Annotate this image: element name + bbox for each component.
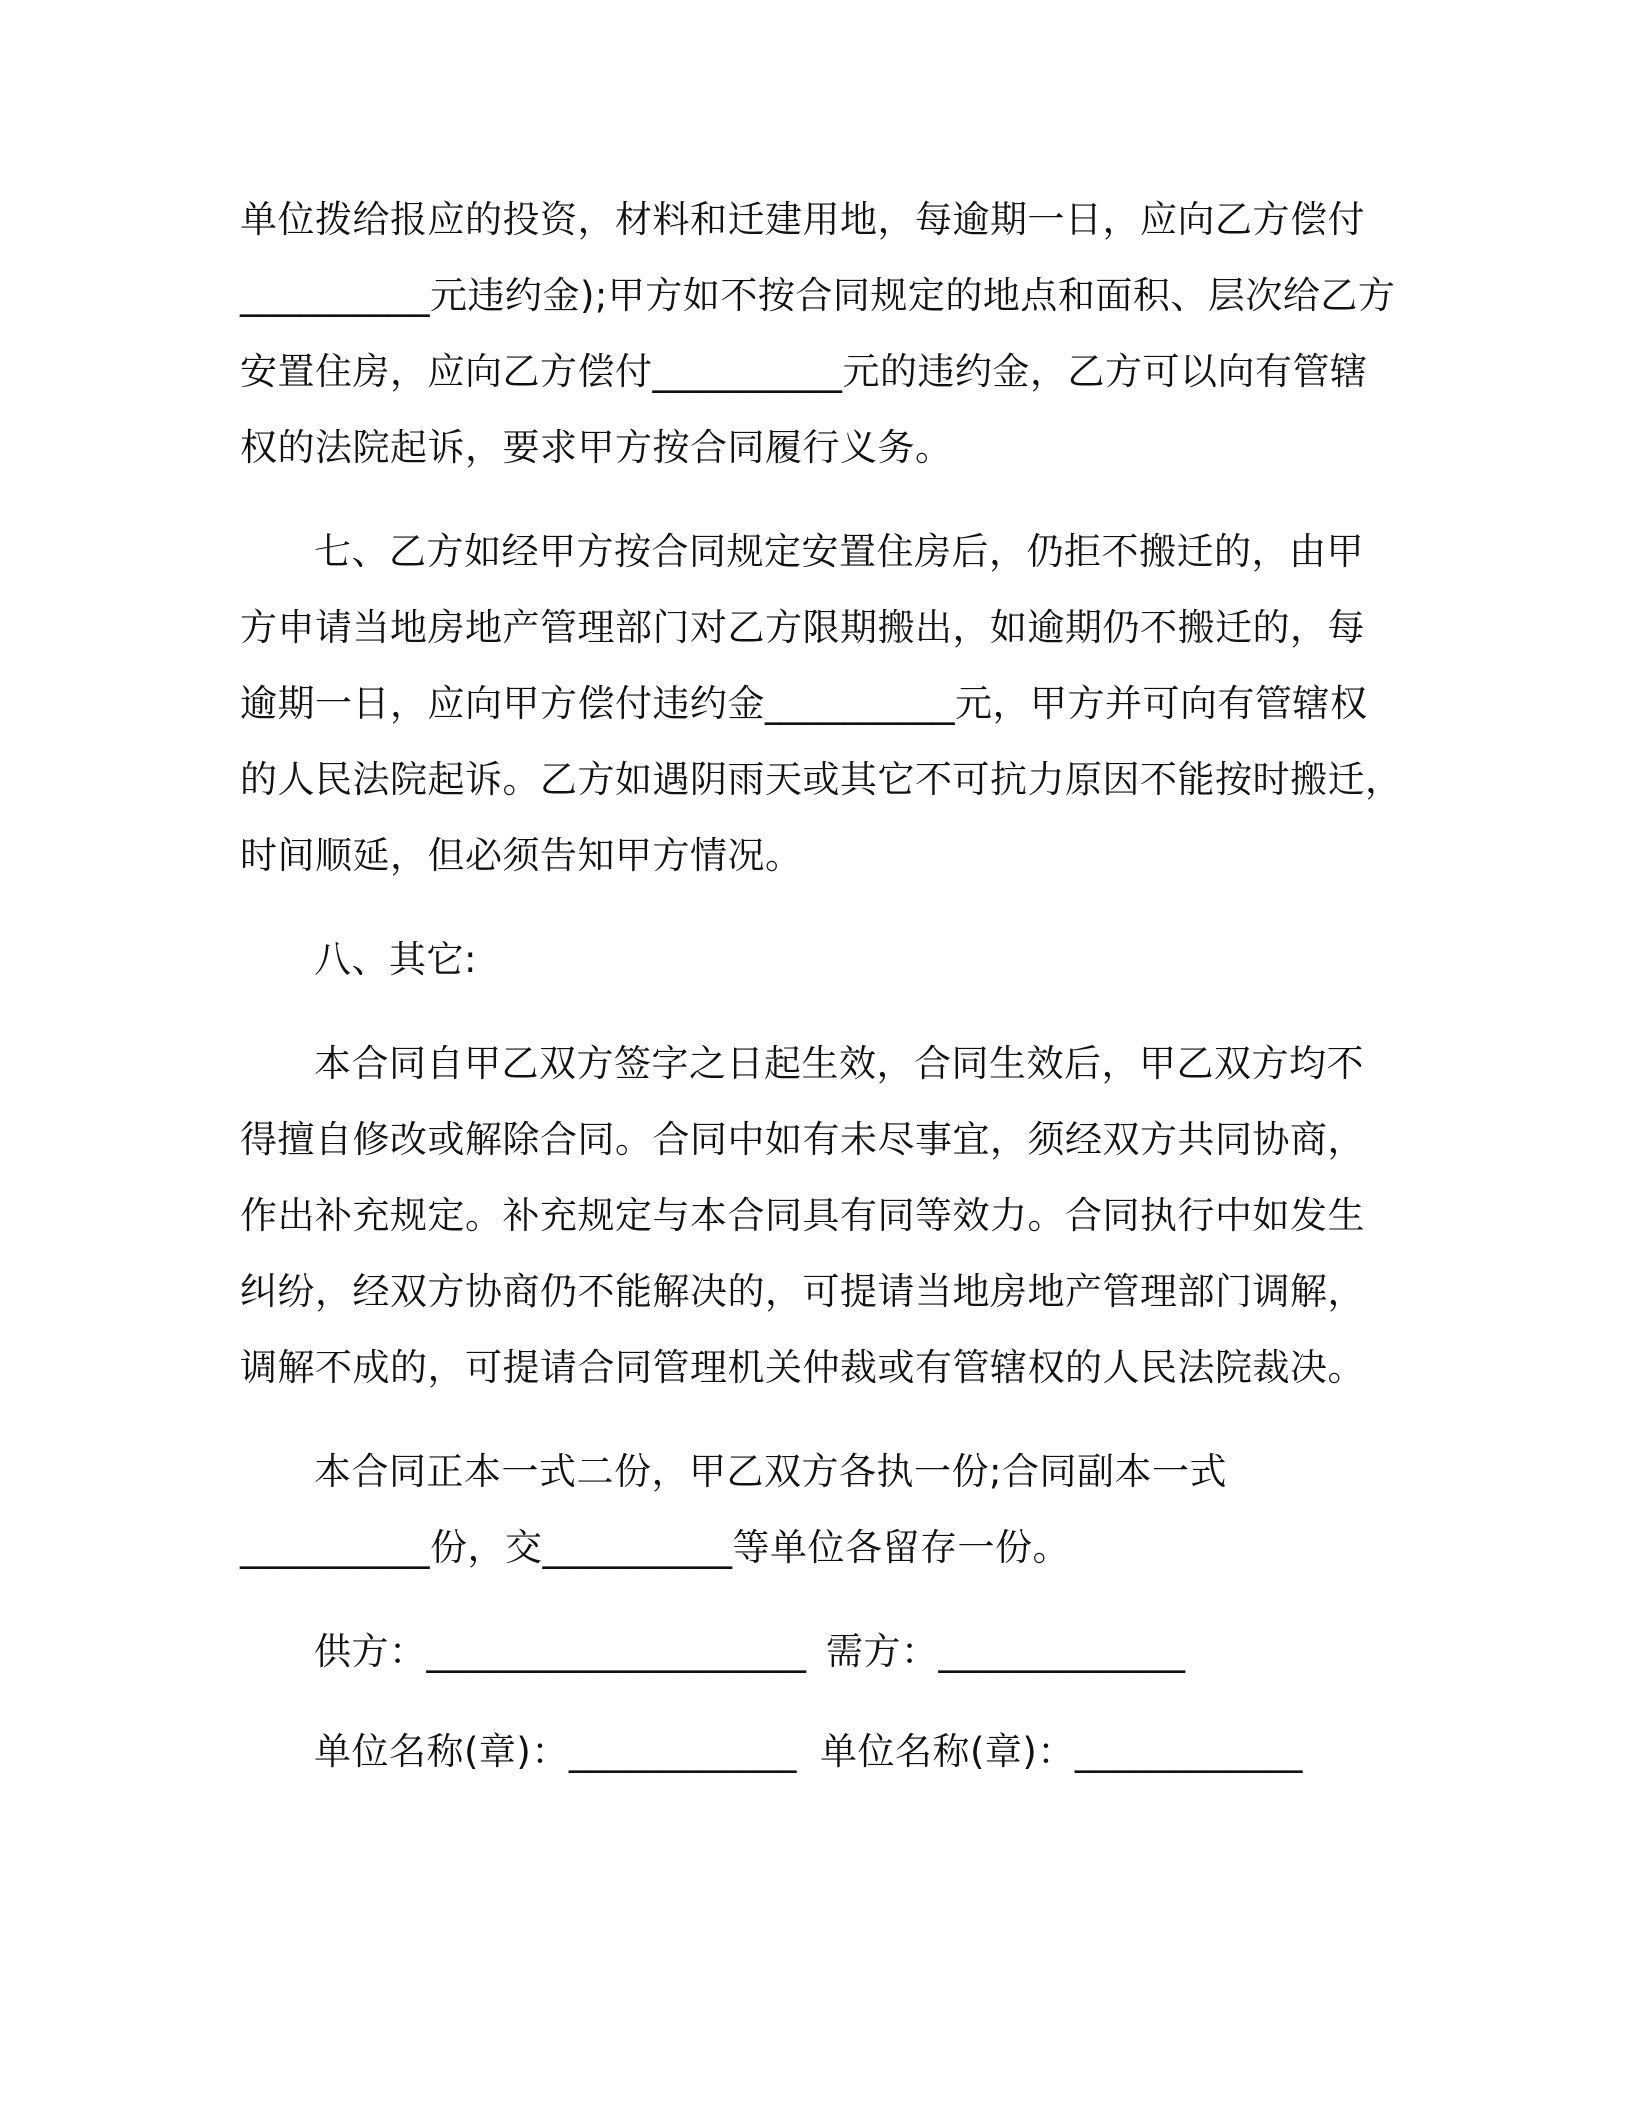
text-line: 得擅自修改或解除合同。合同中如有未尽事宜，须经双方共同协商， (240, 1118, 1365, 1161)
text-line: 本合同自甲乙双方签字之日起生效，合同生效后，甲乙双方均不 (314, 1042, 1364, 1085)
text-line: 单位拨给报应的投资，材料和迁建用地，每逾期一日，应向乙方偿付 (240, 198, 1365, 241)
supplier-signature-field: 供方：____________________ (314, 1630, 807, 1673)
text-line: __________份，交__________等单位各留存一份。 (240, 1526, 1070, 1569)
text-line: 的人民法院起诉。乙方如遇阴雨天或其它不可抗力原因不能按时搬迁， (240, 758, 1403, 801)
text-line: 逾期一日，应向甲方偿付违约金__________元，甲方并可向有管辖权 (240, 682, 1368, 725)
supplier-unit-name-field: 单位名称(章)：____________ (314, 1730, 797, 1773)
buyer-unit-name-field: 单位名称(章)：____________ (820, 1730, 1303, 1773)
text-line: 权的法院起诉，要求甲方按合同履行义务。 (240, 426, 953, 469)
text-line: 七、乙方如经甲方按合同规定安置住房后，仍拒不搬迁的，由甲 (314, 530, 1364, 573)
text-line: __________元违约金);甲方如不按合同规定的地点和面积、层次给乙方 (240, 274, 1396, 317)
buyer-signature-field: 需方：_____________ (826, 1630, 1186, 1673)
text-line: 本合同正本一式二份，甲乙双方各执一份;合同副本一式 (314, 1450, 1227, 1493)
text-line: 安置住房，应向乙方偿付__________元的违约金，乙方可以向有管辖 (240, 350, 1368, 393)
text-line: 时间顺延，但必须告知甲方情况。 (240, 834, 803, 877)
text-line: 纠纷，经双方协商仍不能解决的，可提请当地房地产管理部门调解， (240, 1270, 1365, 1313)
text-line: 方申请当地房地产管理部门对乙方限期搬出，如逾期仍不搬迁的，每 (240, 606, 1365, 649)
text-line: 作出补充规定。补充规定与本合同具有同等效力。合同执行中如发生 (240, 1194, 1365, 1237)
text-line: 调解不成的，可提请合同管理机关仲裁或有管辖权的人民法院裁决。 (240, 1346, 1365, 1389)
section-heading: 八、其它: (314, 938, 477, 981)
